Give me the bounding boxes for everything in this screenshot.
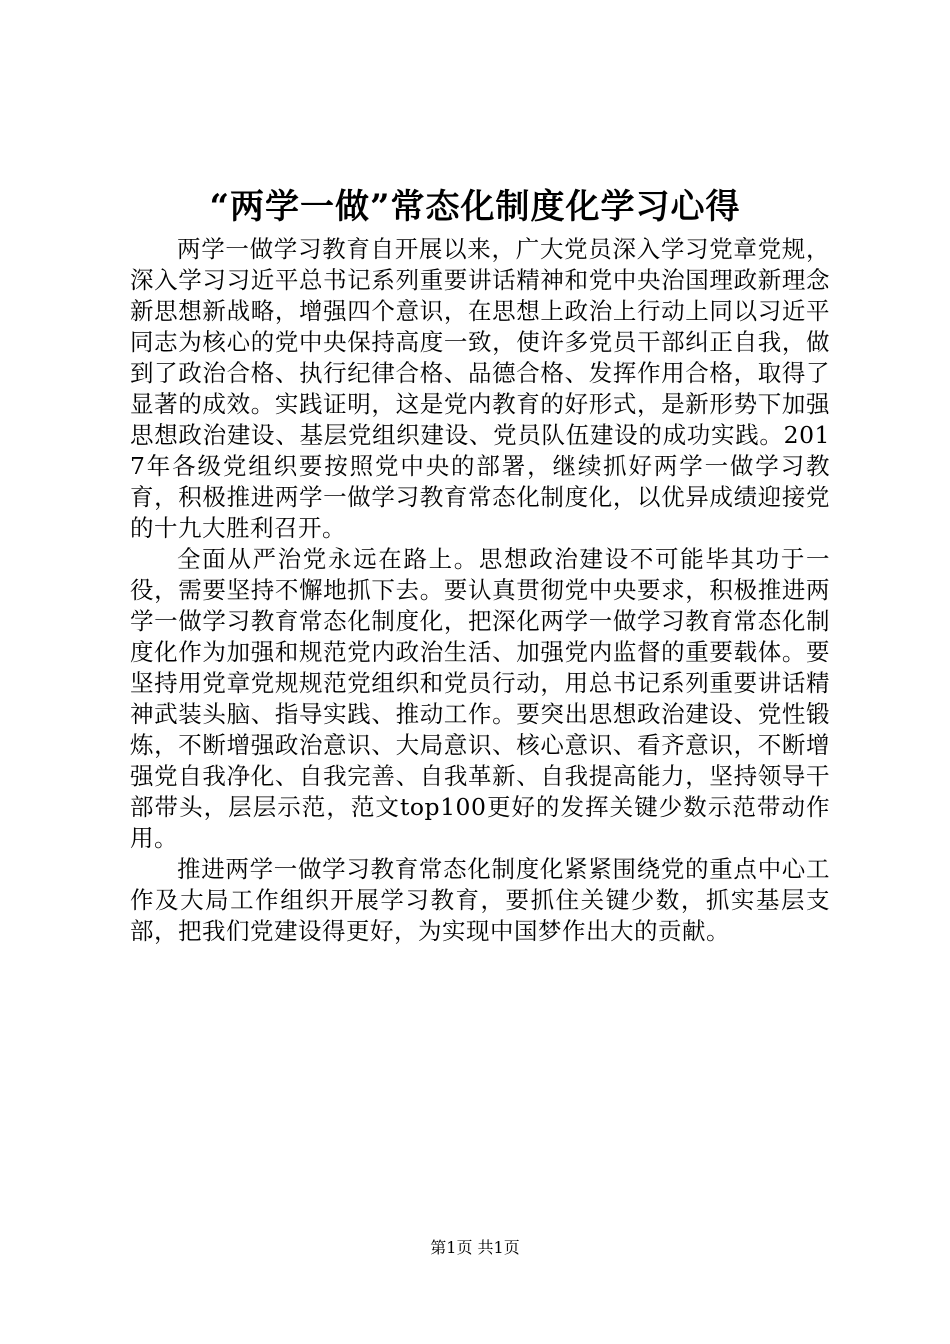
paragraph-3: 推进两学一做学习教育常态化制度化紧紧围绕党的重点中心工作及大局工作组织开展学习教育，要抓住关键少数，抓实基层支部，把我们党建设得更好，为实现中国梦作出大的贡献。 <box>130 855 830 945</box>
paragraph-2: 全面从严治党永远在路上。思想政治建设不可能毕其功于一役，需要坚持不懈地抓下去。要认真贯彻党中央要求，积极推进两学一做学习教育常态化制度化，把深化两学一做学习教育常态化制度化作为加强和规范党内政治生活、加强党内监督的重要载体。要坚持用党章党规规范党组织和党员行动，用总书记系列重要讲话精神武装头脑、指导实践、推动工作。要突出思想政治建设、党性锻炼，不断增强政治意识、大局意识、核心意识、看齐意识，不断增强党自我净化、自我完善、自我革新、自我提高能力，坚持领导干部带头，层层示范，范文top100更好的发挥关键少数示范带动作用。 <box>130 545 830 852</box>
document-body <box>130 234 830 947</box>
page-footer: 第1页 共1页 <box>430 1238 520 1257</box>
paragraph-1: 两学一做学习教育自开展以来，广大党员深入学习党章党规，深入学习习近平总书记系列重要讲话精神和党中央治国理政新理念新思想新战略，增强四个意识，在思想上政治上行动上同以习近平同志为核心的党中央保持高度一致，使许多党员干部纠正自我，做到了政治合格、执行纪律合格、品德合格、发挥作用合格，取得了显著的成效。实践证明，这是党内教育的好形式，是新形势下加强思想政治建设、基层党组织建设、党员队伍建设的成功实践。2017年各级党组织要按照党中央的部署，继续抓好两学一做学习教育，积极推进两学一做学习教育常态化制度化，以优异成绩迎接党的十九大胜利召开。 <box>130 235 830 542</box>
document-title: “两学一做”常态化制度化学习心得 <box>209 187 741 227</box>
